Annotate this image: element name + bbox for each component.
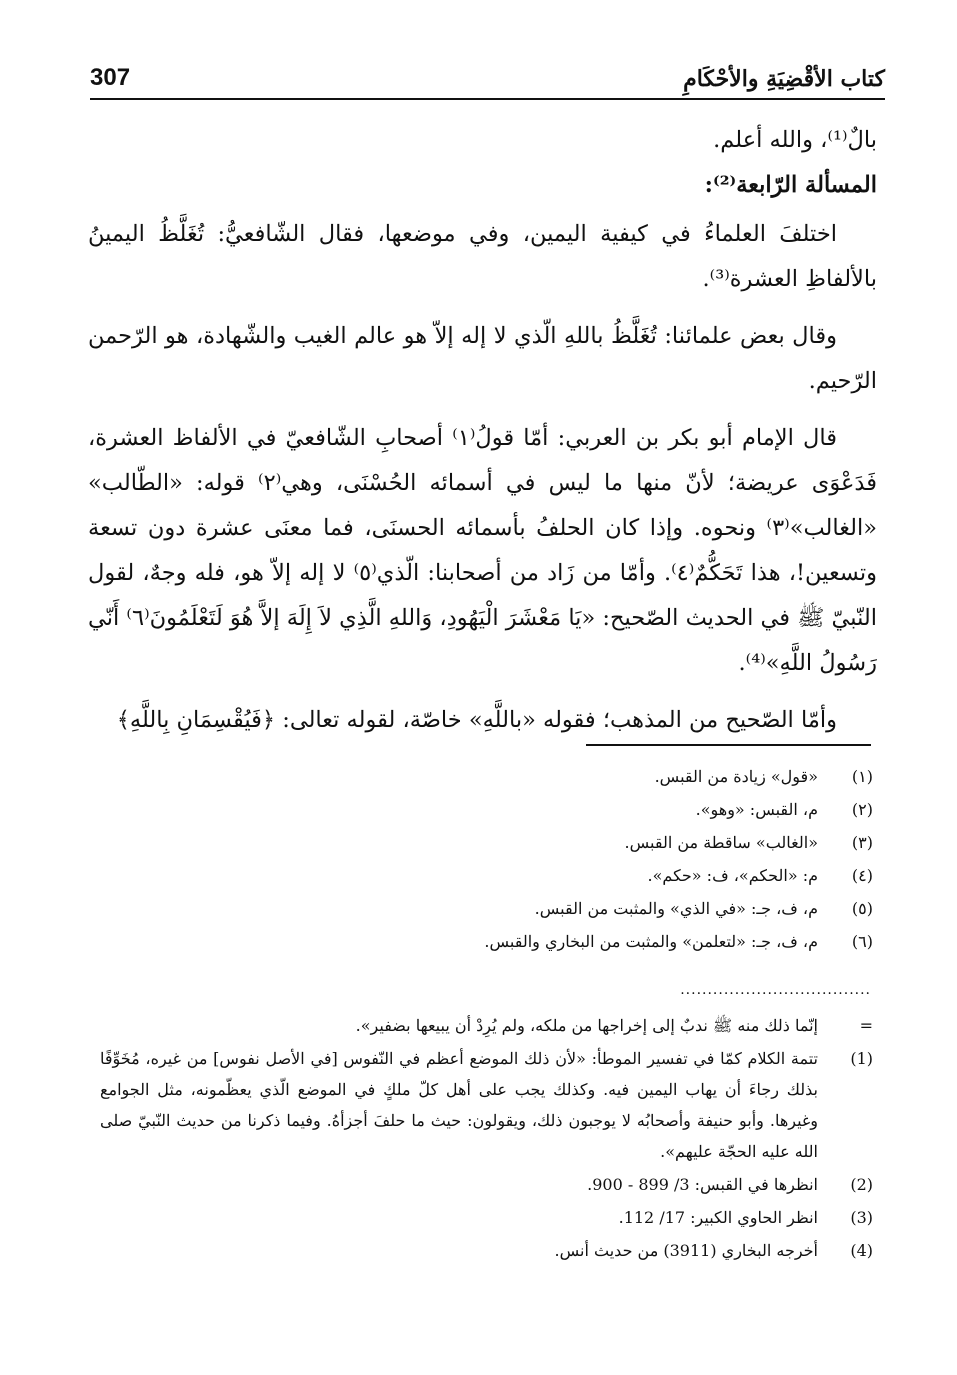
commentary-footnotes	[100, 1010, 873, 1268]
footnote-item: (3) انظر الحاوي الكبير: 17/ 112.	[618, 1208, 873, 1227]
footnote-item: = إنّما ذلك منه ﷺ ندبٌ إلى إخراجها من ملكه، ولم يُرِدْ أن يبيعها بضفير».	[355, 1016, 873, 1035]
footnote-item: (٤) م: «الحكم»، ف: «حكم».	[647, 866, 873, 885]
footnote-item: (٢) م، القبس: «وهو».	[695, 800, 873, 819]
paragraph: وقال بعض علمائنا: تُغَلَّظُ باللهِ الّذي لا إله إلاّ هو عالم الغيب والشّهادة، هو الرّحمن الرّحيم.	[88, 323, 877, 394]
variant-footnotes	[150, 760, 873, 958]
section-heading: المسألة الرّابعة⁽²⁾:	[704, 172, 877, 198]
paragraph: وأمّا الصّحيح من المذهب؛ فقوله «باللَّهِ» خاصّة، لقوله تعالى: ﴿فَيُقْسِمَانِ بِاللَّهِ﴾	[116, 707, 837, 733]
footnote-item: (4) أخرجه البخاري (3911) من حديث أنس.	[554, 1241, 873, 1260]
paragraph: اختلفَ العلماءُ في كيفية اليمين، وفي موضعها، فقال الشّافعيُّ: تُغَلَّظُ اليمينُ بالألفاظِ العشرة⁽³⁾.	[88, 221, 877, 292]
page-header	[90, 52, 885, 100]
footnote-item: (٦) م، ف، جـ: «لتعلمن» والمثبت من البخاري والقبس.	[484, 932, 873, 951]
book-title: كتاب الأقْضِيَةِ والأحْكَامِ	[683, 66, 885, 92]
dotted-separator: ...................................	[680, 982, 871, 998]
footnote-item: (٣) «الغالب» ساقطة من القبس.	[624, 833, 873, 852]
footnote-item: (١) «قول» زيادة من القبس.	[654, 767, 873, 786]
footnote-item: (2) انظرها في القبس: 3/ 899 - 900.	[587, 1175, 873, 1194]
footnote-item: (1) تتمة الكلام كمّا في تفسير الموطأ: «لأن ذلك الموضع أعظم في النّفوس [في الأصل نفوس] من غيره، مُخَوِّفًا بذلك رجاءَ أن يهاب اليمين فيه. وكذلك يجب على أهل كلّ ملكٍ في الموضع الّذي يعظّمونه، مثل الجوامع وغيرها. وأبو حنيفة وأصحابُه لا يوجبون ذلك، ويقولون: حيث ما حلفَ أجزأهُ. وفيما ذكرنا من حديث النّبيّ صلى الله عليه الحجّة عليهم».	[100, 1049, 873, 1161]
page-number: 307	[90, 64, 131, 91]
footnote-item: (٥) م، ف، جـ: «في الذي» والمثبت من القبس.	[534, 899, 873, 918]
main-text	[88, 118, 877, 755]
paragraph-continuation: بالٌ⁽¹⁾، والله أعلم.	[713, 127, 877, 153]
paragraph: قال الإمام أبو بكر بن العربي: أمّا قولُ⁽١⁾ أصحابِ الشّافعيّ في الألفاظ العشرة، فَدَعْوَى عريضة؛ لأنّ منها ما ليس في أسمائه الحُسْنَى، وهي⁽٢⁾ قوله: «الطّالب» «الغالب»⁽٣⁾ ونحوه. وإذا كان الحلفُ بأسمائه الحسنَى، فما معنَى عشرة دون تسعة وتسعين!، هذا تَحَكُّمٌ⁽٤⁾. وأمّا من زَاد من أصحابنا: الّذي⁽٥⁾ لا إله إلاّ هو، فله وجهٌ، لقول النّبيّ ﷺ في الحديث الصّحيح: «يَا مَعْشَرَ الْيَهُودِ، وَاللهِ الَّذِي لاَ إِلَهَ إلاَّ هُوَ لَتَعْلَمُونَ⁽٦⁾ أَنّي رَسُولُ اللَّهِ»⁽⁴⁾.	[88, 425, 878, 676]
footnote-separator	[586, 744, 871, 746]
